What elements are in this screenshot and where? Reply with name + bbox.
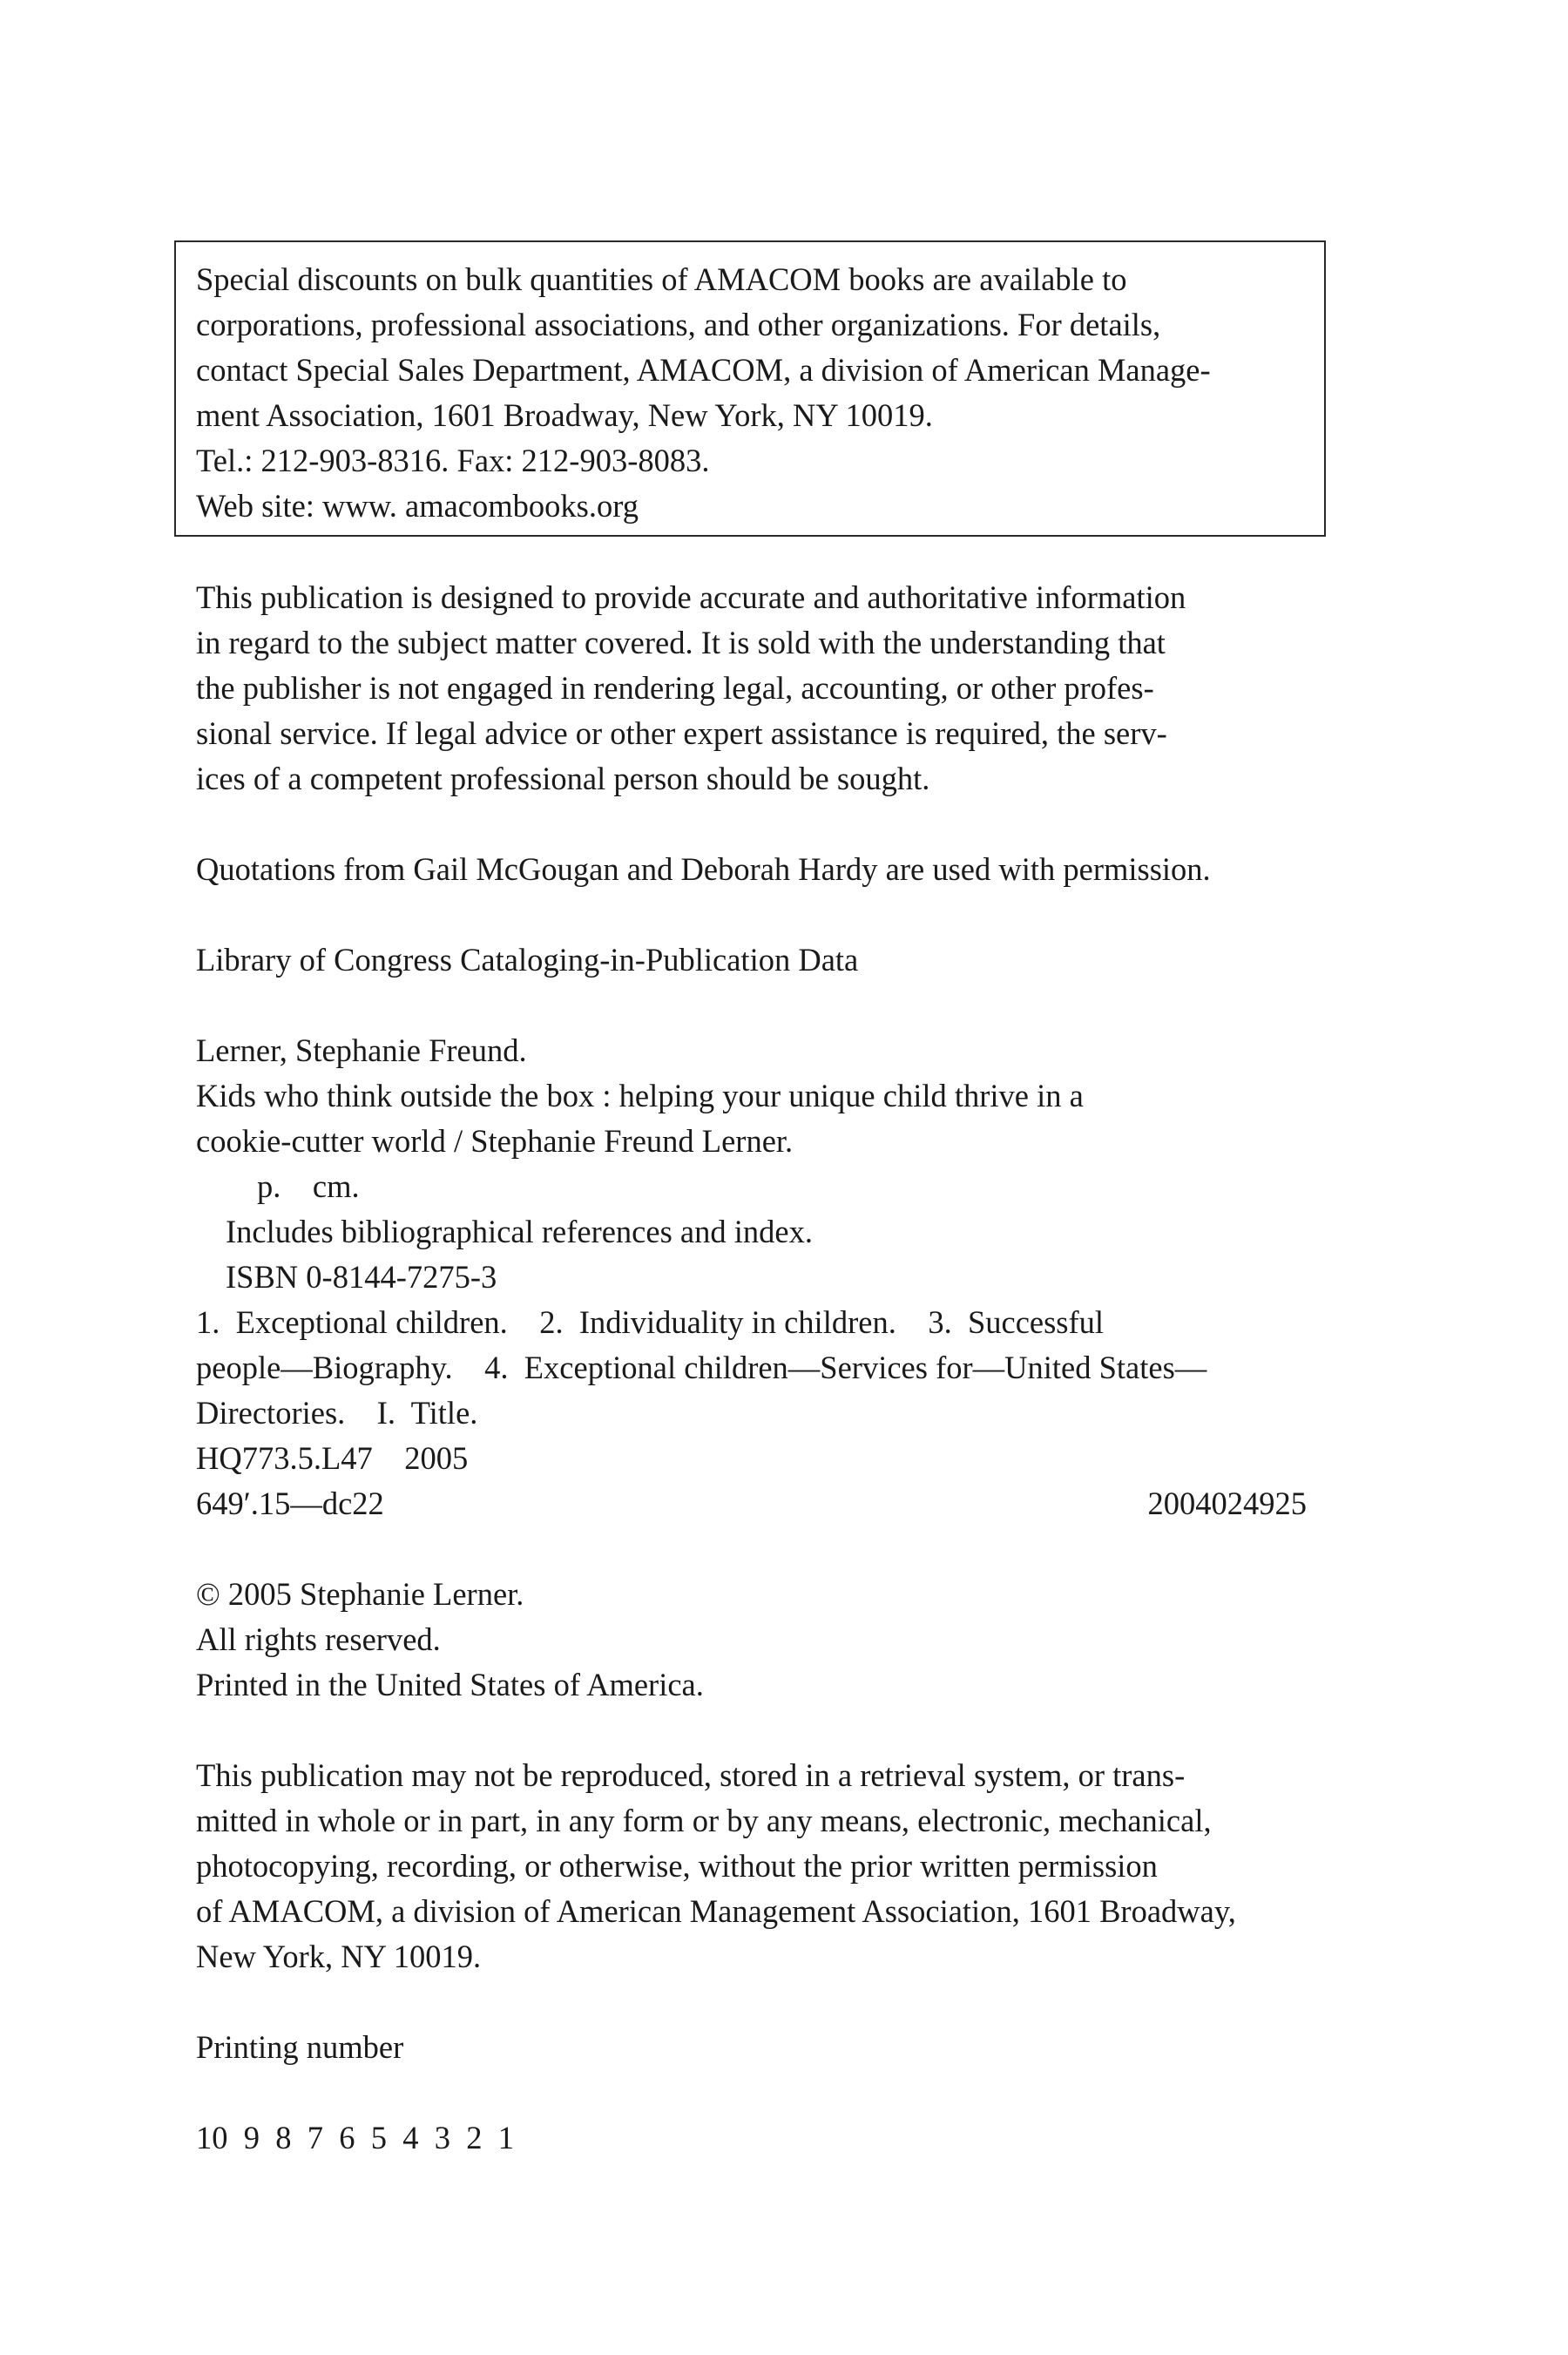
cip-heading: Library of Congress Cataloging-in-Publication Data [196, 942, 859, 978]
disclaimer-line-4: sional service. If legal advice or other expert assistance is required, the serv- [196, 715, 1167, 751]
box-line-5: Tel.: 212-903-8316. Fax: 212-903-8083. [196, 443, 710, 478]
box-line-1: Special discounts on bulk quantities of AMACOM books are available to [196, 261, 1127, 297]
cip-dewey: 649′.15—dc22 [196, 1485, 384, 1521]
reproduction-line-5: New York, NY 10019. [196, 1939, 482, 1974]
cip-subjects-line-1: 1. Exceptional children. 2. Individuality in children. 3. Successful [196, 1304, 1105, 1340]
cip-pages: p. cm. [257, 1168, 360, 1204]
cip-lc-class: HQ773.5.L47 2005 [196, 1440, 469, 1476]
disclaimer-line-2: in regard to the subject matter covered. It is sold with the understanding that [196, 625, 1166, 660]
printed-in: Printed in the United States of America. [196, 1667, 704, 1702]
cip-subjects-line-2: people—Biography. 4. Exceptional children—Services for—United States— [196, 1350, 1207, 1385]
reproduction-line-1: This publication may not be reproduced, stored in a retrieval system, or trans- [196, 1757, 1186, 1793]
printing-number-sequence: 10 9 8 7 6 5 4 3 2 1 [196, 2120, 514, 2155]
reproduction-line-4: of AMACOM, a division of American Management Association, 1601 Broadway, [196, 1893, 1236, 1929]
cip-subjects-line-3: Directories. I. Title. [196, 1395, 478, 1431]
box-line-6: Web site: www. amacombooks.org [196, 488, 639, 524]
cip-includes: Includes bibliographical references and index. [226, 1214, 813, 1249]
box-line-2: corporations, professional associations, and other organizations. For details, [196, 307, 1161, 342]
box-line-4: ment Association, 1601 Broadway, New York, NY 10019. [196, 397, 933, 433]
cip-title-line-2: cookie-cutter world / Stephanie Freund Lerner. [196, 1123, 794, 1159]
printing-number-label: Printing number [196, 2029, 404, 2065]
cip-title-line-1: Kids who think outside the box : helping your unique child thrive in a [196, 1078, 1084, 1113]
disclaimer-line-5: ices of a competent professional person should be sought. [196, 761, 930, 796]
rights-reserved: All rights reserved. [196, 1621, 441, 1657]
box-line-3: contact Special Sales Department, AMACOM, a division of American Manage- [196, 352, 1211, 388]
disclaimer-line-3: the publisher is not engaged in rendering legal, accounting, or other profes- [196, 670, 1154, 706]
disclaimer-line-1: This publication is designed to provide accurate and authoritative information [196, 579, 1186, 615]
reproduction-line-3: photocopying, recording, or otherwise, without the prior written permission [196, 1848, 1158, 1884]
cip-class-row [196, 1481, 1307, 1526]
copyright-line: © 2005 Stephanie Lerner. [196, 1576, 524, 1612]
reproduction-line-2: mitted in whole or in part, in any form or by any means, electronic, mechanical, [196, 1803, 1212, 1838]
cip-author: Lerner, Stephanie Freund. [196, 1032, 527, 1068]
cip-lccn: 2004024925 [1147, 1485, 1307, 1521]
cip-isbn: ISBN 0-8144-7275-3 [226, 1259, 497, 1295]
quotations-note: Quotations from Gail McGougan and Deborah Hardy are used with permission. [196, 851, 1211, 887]
